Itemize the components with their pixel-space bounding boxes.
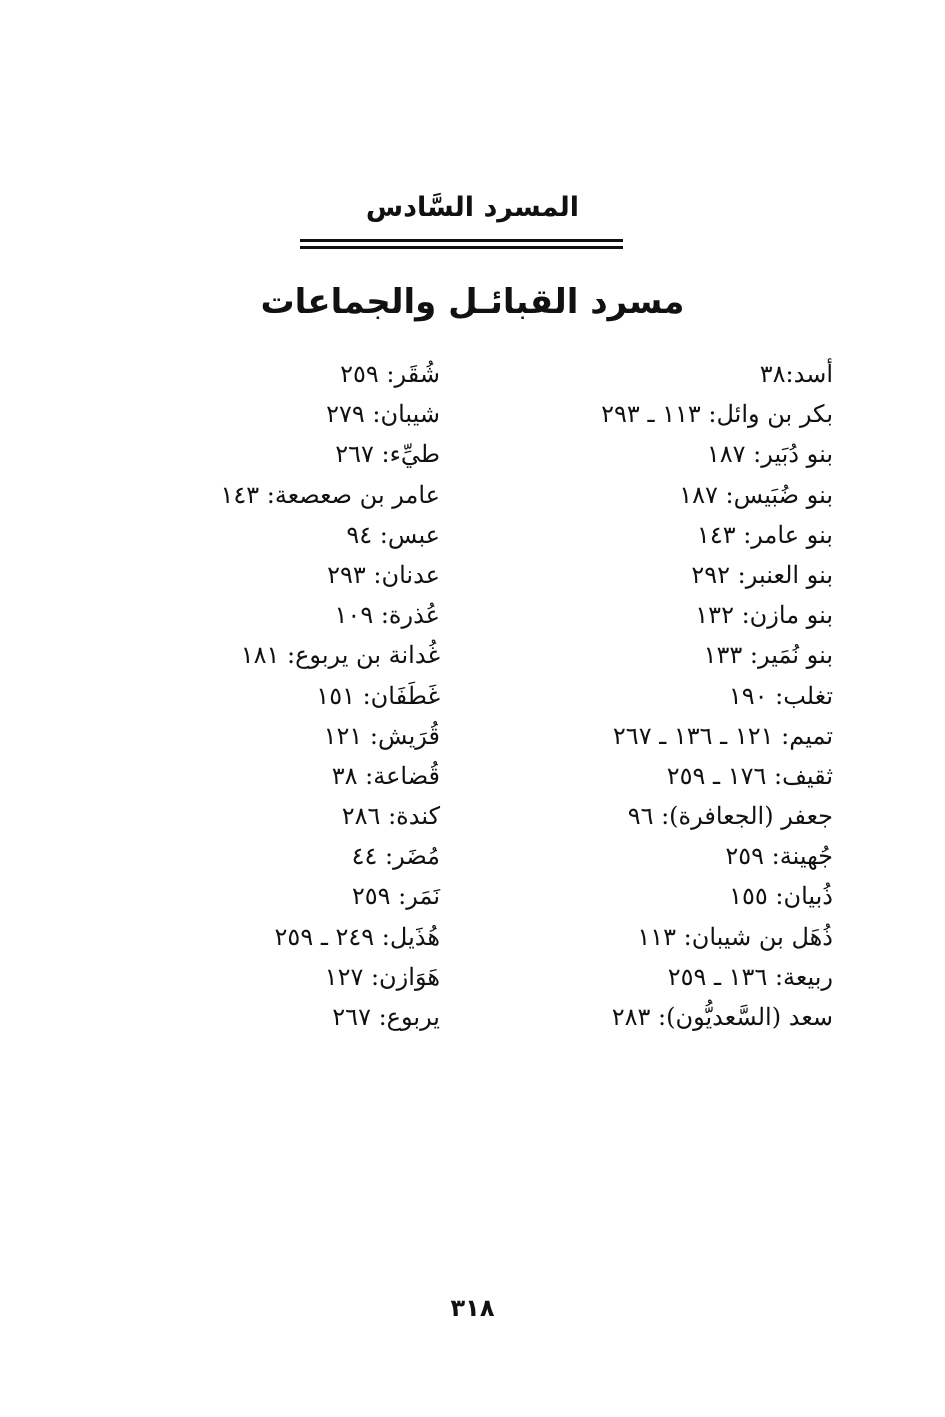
index-entry: سعد (السَّعديُّون): ٢٨٣ (611, 1003, 833, 1031)
index-entry: ربيعة: ١٣٦ ـ ٢٥٩ (667, 962, 833, 991)
index-column-right (473, 354, 833, 1037)
index-entry: جعفر (الجعافرة): ٩٦ (627, 802, 833, 831)
title-divider-bottom (300, 246, 623, 249)
page-title: مسرد القبائـل والجماعات (260, 282, 685, 322)
section-heading: المسرد السَّادس (365, 192, 580, 223)
index-entry: هَوَازن: ١٢٧ (324, 962, 440, 991)
index-entry: طيِّء: ٢٦٧ (335, 440, 440, 469)
index-entry: غُدانة بن يربوع: ١٨١ (240, 641, 440, 670)
index-entry: نَمَر: ٢٥٩ (351, 882, 440, 911)
index-entry: عُذرة: ١٠٩ (334, 601, 440, 630)
index-entry: تميم: ١٢١ ـ ١٣٦ ـ ٢٦٧ (612, 721, 833, 750)
index-entry: ذُبيان: ١٥٥ (729, 882, 833, 911)
index-entry: بنو ضُبَيس: ١٨٧ (679, 480, 833, 509)
index-entry: مُضَر: ٤٤ (351, 842, 440, 871)
index-entry: عامر بن صعصعة: ١٤٣ (220, 480, 440, 509)
index-entry: عبس: ٩٤ (346, 520, 440, 549)
index-entry: ذُهَل بن شيبان: ١١٣ (637, 922, 833, 951)
index-entry: يربوع: ٢٦٧ (332, 1003, 440, 1031)
index-entry: بنو عامر: ١٤٣ (696, 520, 833, 549)
index-entry: شيبان: ٢٧٩ (326, 400, 440, 429)
index-entry: قُضاعة: ٣٨ (331, 761, 440, 790)
index-entry: عدنان: ٢٩٣ (327, 560, 440, 589)
index-entry: كندة: ٢٨٦ (341, 802, 440, 831)
index-entry: بنو مازن: ١٣٢ (695, 601, 833, 630)
index-entry: تغلب: ١٩٠ (728, 681, 833, 710)
index-entry: بكر بن وائل: ١١٣ ـ ٢٩٣ (601, 400, 833, 429)
index-entry: بنو دُبَير: ١٨٧ (706, 440, 833, 469)
index-entry: جُهينة: ٢٥٩ (725, 842, 833, 871)
index-entry: شُقَر: ٢٥٩ (340, 360, 440, 388)
index-entry: قُرَيش: ١٢١ (323, 721, 440, 750)
index-entry: بنو العنبر: ٢٩٢ (691, 560, 833, 589)
title-divider-top (300, 239, 623, 242)
page-number: ٣١٨ (450, 1294, 495, 1322)
index-entry: أسد:٣٨ (759, 360, 833, 388)
index-entry: بنو نُمَير: ١٣٣ (703, 641, 833, 670)
index-column-left (110, 354, 440, 1037)
index-entry: ثقيف: ١٧٦ ـ ٢٥٩ (666, 761, 833, 790)
index-entry: غَطَفَان: ١٥١ (316, 681, 440, 710)
index-entry: هُذَيل: ٢٤٩ ـ ٢٥٩ (274, 922, 440, 951)
